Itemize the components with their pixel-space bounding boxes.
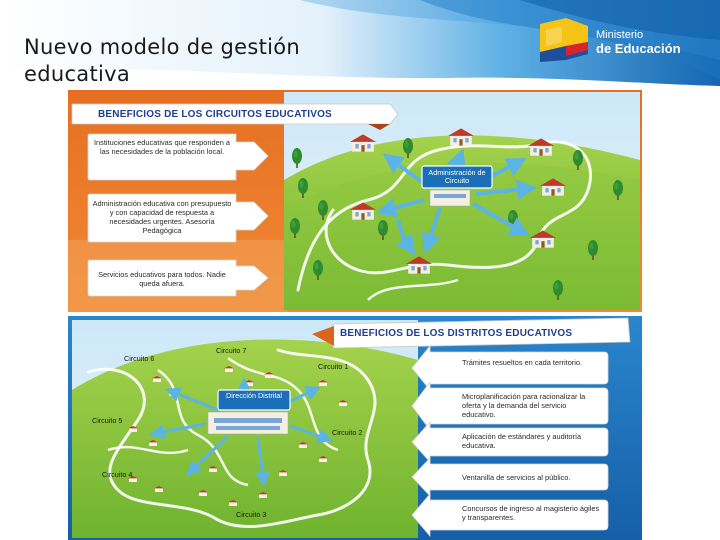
district-director-label: Dirección Distrital (226, 391, 282, 400)
district-benefit-5: Concursos de ingreso al magisterio ágiles y transparentes. (462, 504, 600, 522)
circuit-label-5: Circuito 5 (92, 416, 123, 425)
circuit-label-4: Circuito 4 (102, 470, 133, 479)
infographic-panel (68, 90, 642, 540)
logo-line-2: de Educación (596, 41, 681, 56)
circuit-label-6: Circuito 6 (124, 354, 155, 363)
ministry-logo (536, 16, 706, 68)
logo-text (596, 29, 681, 57)
circuit-benefit-3: Servicios educativos para todos. Nadie queda afuera. (98, 270, 226, 288)
district-benefit-4: Ventanilla de servicios al público. (462, 473, 571, 482)
circuit-benefit-2: Administración educativa con presupuesto y con capacidad de respuesta a necesidades urgentes. Asesoría Pedagógica (92, 199, 232, 235)
district-benefit-1: Trámites resueltos en cada territorio. (462, 358, 583, 367)
district-benefit-3: Aplicación de estándares y auditoría educativa. (462, 432, 582, 450)
districts-header: BENEFICIOS DE LOS DISTRITOS EDUCATIVOS (340, 328, 573, 339)
circuit-label-2: Circuito 2 (332, 428, 363, 437)
district-benefit-2: Microplanificación para racionalizar la oferta y la demanda del servicio educativo. (462, 392, 586, 419)
slide-title: Nuevo modelo de gestión educativa (24, 35, 301, 86)
circuits-header: BENEFICIOS DE LOS CIRCUITOS EDUCATIVOS (98, 109, 332, 120)
circuit-admin-label: Administración de Circuito (428, 168, 486, 185)
circuit-label-1: Circuito 1 (318, 362, 349, 371)
circuit-benefit-1: Instituciones educativas que responden a las necesidades de la población local. (94, 138, 230, 156)
circuit-label-7: Circuito 7 (216, 346, 247, 355)
logo-emblem-icon (536, 16, 596, 64)
circuit-label-3: Circuito 3 (236, 510, 267, 519)
logo-line-1: Ministerio (596, 29, 644, 41)
